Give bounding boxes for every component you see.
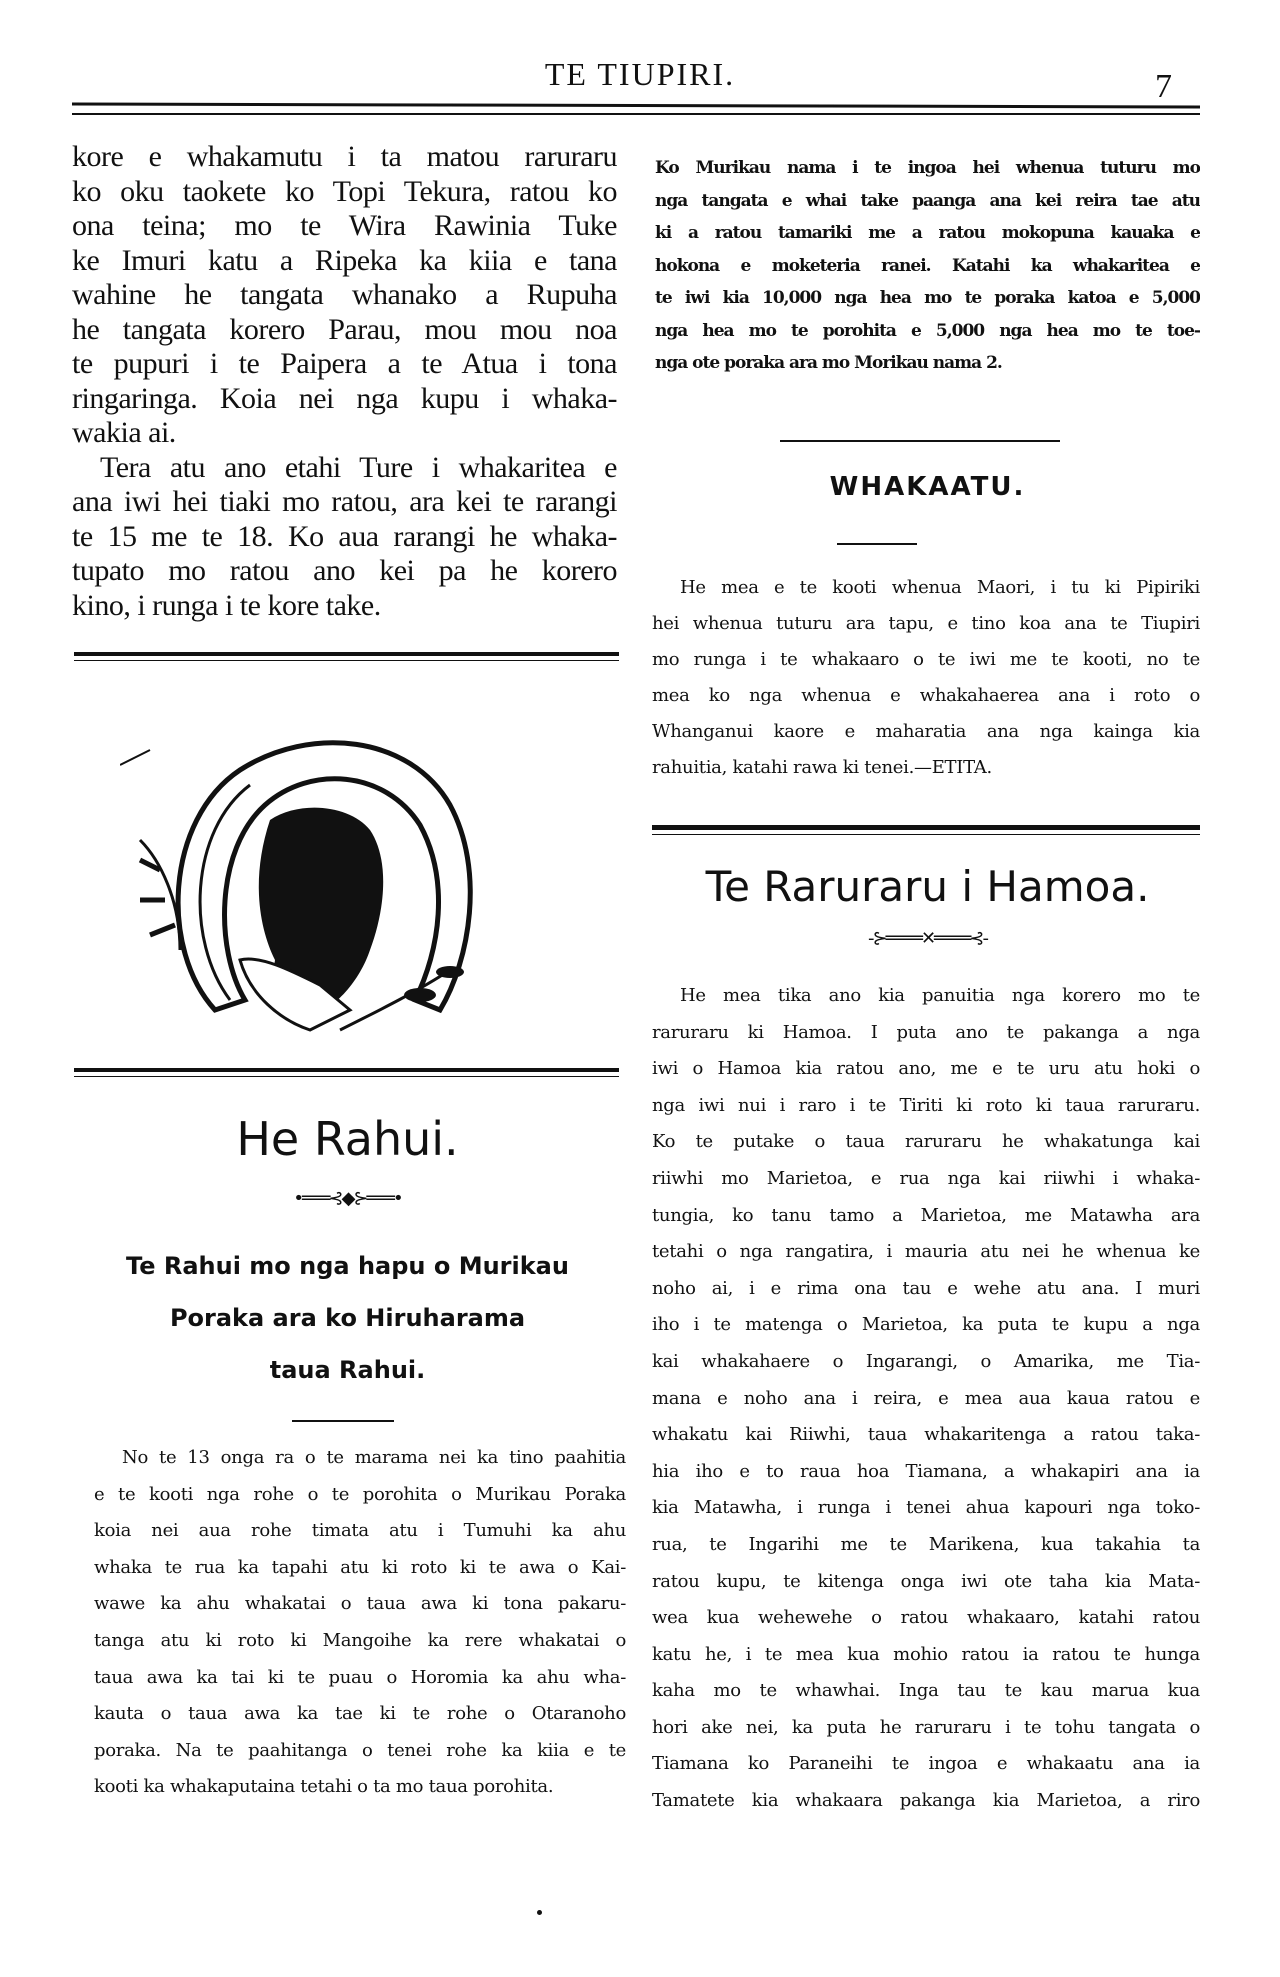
text-line: nga hea mo te porohita e 5,000 nga hea mo te toe- — [655, 320, 1200, 341]
whakaatu-title: WHAKAATU. — [829, 472, 1026, 502]
text-line: wawe ka ahu whakatai o taua awa ki tona pakaru- — [94, 1593, 626, 1615]
short-rule — [292, 1420, 394, 1422]
text-line: wahine he tangata whanako a Rupuha — [72, 278, 617, 311]
section-divider — [74, 1068, 619, 1072]
text-line: whaka te rua ka tapahi atu ki roto ki te awa o Kai- — [94, 1556, 626, 1578]
text-line: ke Imuri katu a Ripeka ka kiia e tana — [72, 243, 617, 277]
header-rule-bottom — [72, 113, 1200, 115]
horseshoe-horse-illustration — [120, 710, 540, 1070]
text-line: iho i te matenga o Marietoa, ka puta te kupu a nga — [652, 1314, 1200, 1336]
text-line: raruraru ki Hamoa. I puta ano te pakanga a nga — [652, 1021, 1200, 1043]
text-line: taua awa ka tai ki te puau o Horomia ka ahu wha- — [94, 1666, 626, 1688]
text-line: ko oku taokete ko Topi Tekura, ratou ko — [72, 174, 617, 208]
text-line: kai whakahaere o Ingarangi, o Amarika, me Tia- — [652, 1350, 1200, 1372]
text-line: tungia, ko tanu tamo a Marietoa, me Matawha ara — [652, 1204, 1200, 1226]
hamoa-body — [652, 978, 1200, 1820]
text-line: kaha mo te whawhai. Inga tau te kau marua kua — [652, 1680, 1200, 1702]
text-line: e te kooti nga rohe o te porohita o Murikau Poraka — [94, 1483, 626, 1505]
text-line: mo runga i te whakaaro o te iwi me te kooti, no te — [652, 649, 1200, 670]
header-rule-top — [72, 103, 1200, 109]
hamoa-title: Te Raruraru i Hamoa. — [705, 862, 1150, 911]
short-rule — [780, 440, 1060, 442]
murikau-article — [655, 152, 1200, 380]
text-line: ki a ratou tamariki me a ratou mokopuna kauaka e — [655, 223, 1200, 243]
rahui-body — [94, 1440, 626, 1806]
text-line: hei whenua tuturu ara tapu, e tino koa ana te Tiupiri — [652, 613, 1200, 634]
subtitle-line: Poraka ara ko Hiruharama — [169, 1304, 526, 1332]
text-line: wakia ai. — [72, 416, 176, 449]
text-line: Tera atu ano etahi Ture i whakaritea e — [100, 450, 617, 484]
text-line: tupato mo ratou ano kei pa he korero — [72, 554, 617, 587]
text-line: rahuitia, katahi rawa ki tenei.—ETITA. — [652, 757, 992, 778]
section-divider — [652, 825, 1200, 830]
text-line: ona teina; mo te Wira Rawinia Tuke — [72, 209, 617, 242]
text-line: wea kua wehewehe o ratou whakaaro, katahi ratou — [652, 1607, 1200, 1629]
text-line: Tiamana ko Paraneihi te ingoa e whakaatu ana ia — [652, 1753, 1200, 1775]
subtitle-line: taua Rahui. — [269, 1356, 426, 1384]
text-line: nga tangata e whai take paanga ana kei reira tae atu — [655, 190, 1200, 211]
text-line: te pupuri i te Paipera a te Atua i tona — [72, 347, 617, 380]
section-divider-thin — [652, 834, 1200, 835]
text-line: ana iwi hei tiaki mo ratou, ara kei te rarangi — [72, 485, 617, 518]
text-line: Whanganui kaore e maharatia ana nga kainga kia — [652, 721, 1200, 742]
text-line: ringaringa. Koia nei nga kupu i whaka- — [72, 381, 617, 415]
text-line: Ko te putake o taua raruraru he whakatunga kai — [652, 1131, 1200, 1153]
page-dot — [537, 1910, 542, 1915]
text-line: nga ote poraka ara mo Morikau nama 2. — [655, 353, 1002, 373]
text-line: He mea e te kooti whenua Maori, i tu ki Pipiriki — [680, 577, 1200, 598]
text-line: koia nei aua rohe timata atu i Tumuhi ka ahu — [94, 1520, 626, 1542]
text-line: Tamatete kia whakaara pakanga kia Marietoa, a riro — [652, 1790, 1200, 1812]
short-rule — [837, 543, 917, 545]
text-line: kia Matawha, i runga i tenei ahua kapouri nga toko- — [652, 1497, 1200, 1519]
text-line: mana e noho ana i reira, e mea aua kaua ratou e — [652, 1387, 1200, 1409]
text-line: noho ai, i e rima ona tau e wehe atu ana. I muri — [652, 1277, 1200, 1299]
text-line: riiwhi mo Marietoa, e rua nga kai riiwhi i whaka- — [652, 1167, 1200, 1189]
text-line: hia iho e to raua hoa Tiamana, a whakapiri ana ia — [652, 1460, 1200, 1482]
text-line: kooti ka whakaputaina tetahi o ta mo taua porohita. — [94, 1776, 554, 1798]
text-line: nga iwi nui i raro i te Tiriti ki roto ki taua raruraru. — [652, 1094, 1200, 1116]
ornament-divider: •═══⊰◆⊱═══• — [293, 1188, 402, 1209]
text-line: katu he, i te mea kua mohio ratou ia ratou te hunga — [652, 1643, 1200, 1665]
section-divider-thin — [74, 1076, 619, 1077]
text-line: tanga atu ki roto ki Mangoihe ka rere whakatai o — [94, 1629, 626, 1651]
text-line: hori ake nei, ka puta he raruraru i te tohu tangata o — [652, 1716, 1200, 1738]
text-line: te iwi kia 10,000 nga hea mo te poraka katoa e 5,000 — [655, 288, 1200, 308]
text-line: He mea tika ano kia panuitia nga korero mo te — [680, 985, 1200, 1006]
text-line: Ko Murikau nama i te ingoa hei whenua tuturu mo — [655, 158, 1200, 178]
rahui-title: He Rahui. — [236, 1112, 459, 1166]
left-column-article — [72, 140, 617, 623]
text-line: mea ko nga whenua e whakahaerea ana i roto o — [652, 685, 1200, 706]
text-line: ratou kupu, te kitenga onga iwi ote taha kia Mata- — [652, 1570, 1200, 1592]
text-line: poraka. Na te paahitanga o tenei rohe ka kiia e te — [94, 1739, 626, 1761]
subtitle-line: Te Rahui mo nga hapu o Murikau — [126, 1252, 569, 1280]
text-line: iwi o Hamoa kia ratou ano, me e te uru atu hoki o — [652, 1058, 1200, 1080]
text-line: hokona e moketeria ranei. Katahi ka whakaritea e — [655, 255, 1200, 276]
text-line: kino, i runga i te kore take. — [72, 588, 381, 622]
masthead-title: TE TIUPIRI. — [544, 56, 736, 92]
text-line: No te 13 onga ra o te marama nei ka tino paahitia — [122, 1447, 626, 1468]
page-number: 7 — [1155, 68, 1172, 105]
text-line: kauta o taua awa ka tae ki te rohe o Otaranoho — [94, 1703, 626, 1725]
text-line: tetahi o nga rangatira, i mauria atu nei he whenua ke — [652, 1241, 1200, 1263]
text-line: kore e whakamutu i ta matou raruraru — [72, 140, 617, 173]
text-line: te 15 me te 18. Ko aua rarangi he whaka- — [72, 519, 617, 553]
ornament-divider: -⊱════✕════⊰- — [868, 928, 987, 949]
section-divider-thin — [74, 660, 619, 661]
text-line: whakatu kai Riiwhi, taua whakaritenga a ratou taka- — [652, 1424, 1200, 1446]
section-divider — [74, 652, 619, 656]
text-line: rua, te Ingarihi me te Marikena, kua takahia ta — [652, 1533, 1200, 1555]
rahui-subtitle — [75, 1240, 620, 1396]
whakaatu-body — [652, 570, 1200, 786]
text-line: he tangata korero Parau, mou mou noa — [72, 312, 617, 346]
